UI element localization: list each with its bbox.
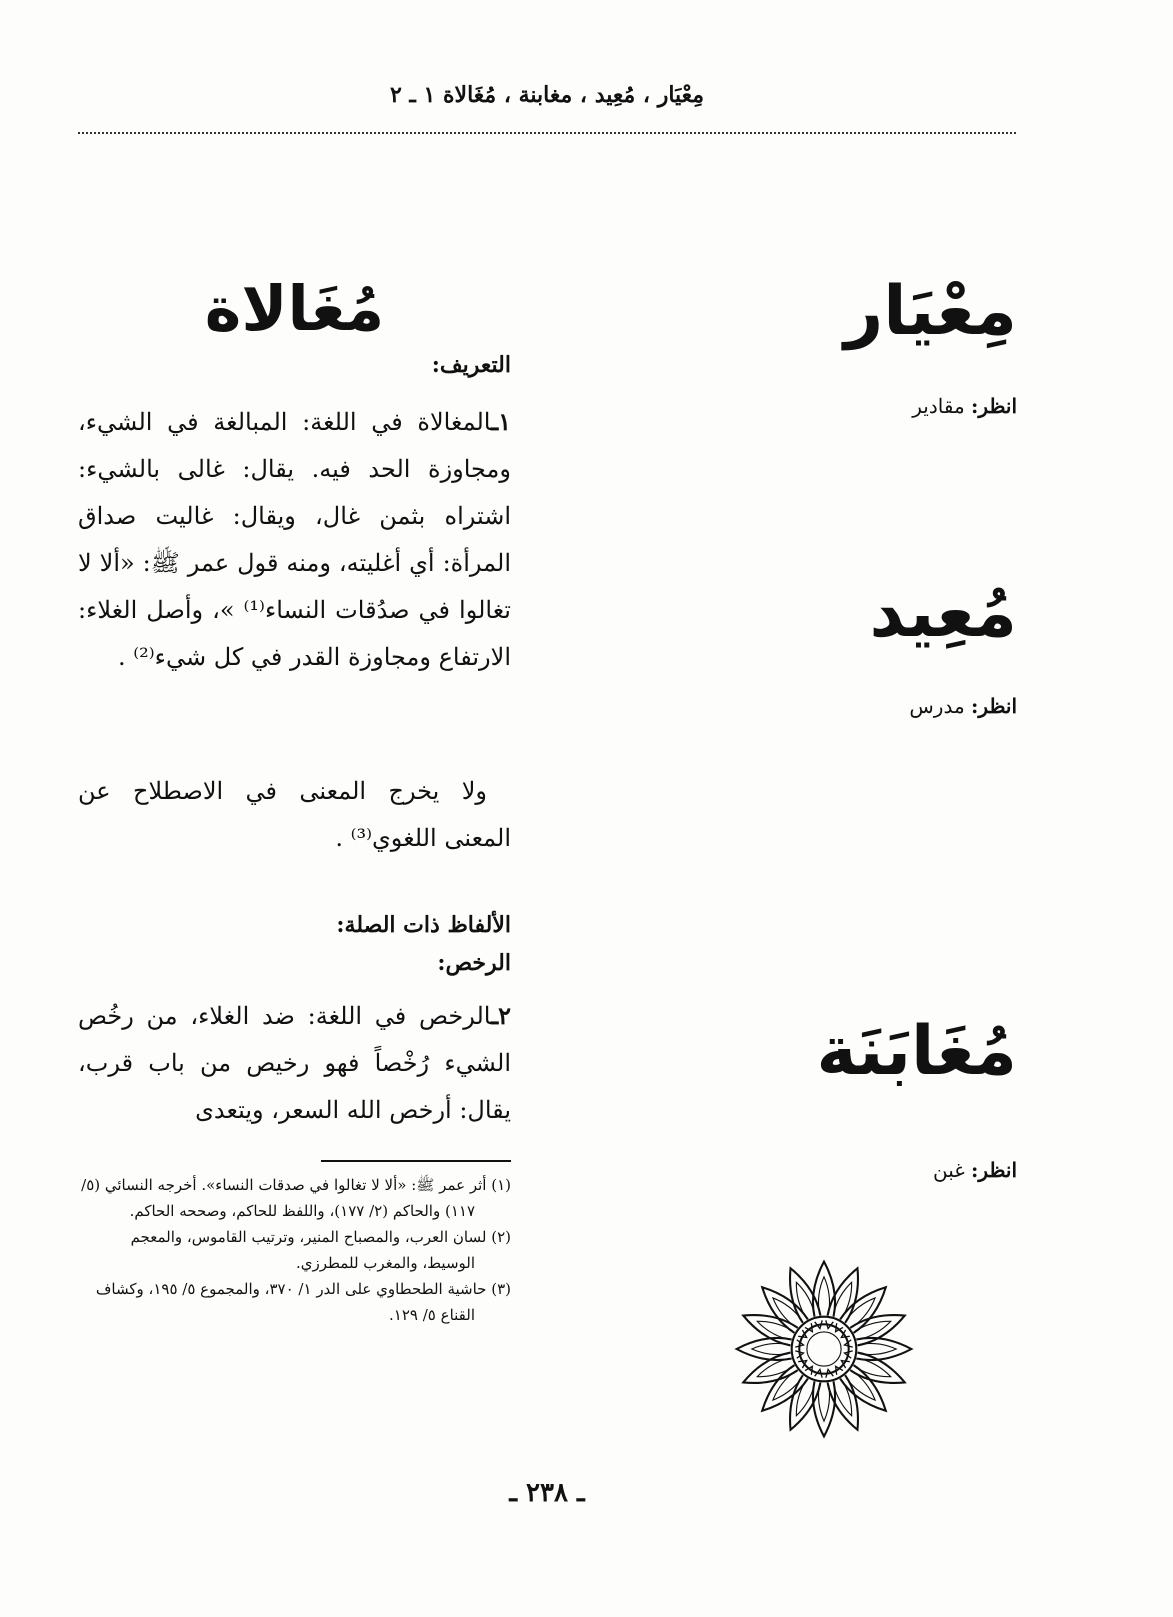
- footnote-2: (٢) لسان العرب، والمصباح المنير، وترتيب القاموس، والمعجم الوسيط، والمغرب للمطرزي.: [130, 1228, 511, 1272]
- related-terms-heading: الألفاظ ذات الصلة:: [336, 912, 511, 938]
- see-target-link[interactable]: غبن: [932, 1158, 965, 1182]
- footnote-divider: [321, 1160, 511, 1162]
- see-also-muid: [909, 694, 1017, 718]
- entry-title-muid: مُعِيد: [869, 574, 1017, 653]
- footnotes: [78, 1172, 511, 1328]
- arabesque-star-ornament-icon: [729, 1254, 919, 1444]
- entry-title-mughabana: مُغَابَنَة: [816, 1012, 1017, 1091]
- see-label: انظر:: [971, 1158, 1017, 1182]
- page-number: ـ ٢٣٨ ـ: [509, 1478, 585, 1508]
- footnote-1: (١) أثر عمر ﷺ: «ألا لا تغالوا في صدقات النساء». أخرجه النسائي (٥/ ١١٧) والحاكم (٢/ ١٧٧)، واللفظ للحاكم، وصححه الحاكم.: [81, 1176, 511, 1220]
- definition-heading: التعريف:: [431, 352, 511, 378]
- see-also-mughabana: [933, 1158, 1017, 1182]
- see-target-link[interactable]: مقادير: [912, 394, 965, 418]
- entry-title-mughalat: مُغَالاة: [204, 272, 385, 345]
- running-header: مِعْيَار ، مُعِيد ، مغابنة ، مُغَالاة ١ ـ ٢: [389, 82, 705, 108]
- footnote-3: (٣) حاشية الطحطاوي على الدر ١/ ٣٧٠، والمجموع ٥/ ١٩٥، وكشاف القناع ٥/ ١٢٩.: [95, 1280, 511, 1324]
- subheading-rukhs: الرخص:: [437, 950, 511, 976]
- header-dotted-rule: [78, 132, 1016, 134]
- rukhs-paragraph: [78, 992, 511, 1134]
- definition-paragraph: [78, 398, 511, 681]
- see-label: انظر:: [971, 694, 1017, 718]
- paragraph-text: المغالاة في اللغة: المبالغة في الشيء، ومجاوزة الحد فيه. يقال: غالى بالشيء: اشتراه بثمن غال، ويقال: غاليت صداق المرأة: أي أغليته، ومنه قول عمر ﷺ: «ألا لا تغالوا في صدُقات النساء⁽¹⁾ »، وأصل الغلاء: الارتفاع ومجاوزة القدر في كل شيء⁽²⁾ .: [78, 408, 511, 671]
- entry-title-miyar: مِعْيَار: [844, 272, 1017, 351]
- terminology-paragraph: ولا يخرج المعنى في الاصطلاح عن المعنى اللغوي⁽³⁾ .: [78, 777, 511, 852]
- see-also-miyar: [912, 394, 1017, 418]
- paragraph-text: الرخص في اللغة: ضد الغلاء، من رخُص الشيء رُخْصاً فهو رخيص من باب قرب، يقال: أرخص الله السعر، ويتعدى: [78, 1002, 511, 1124]
- right-column: [745, 150, 1017, 1450]
- paragraph-number: ١ـ: [491, 407, 511, 436]
- see-target-link[interactable]: مدرس: [909, 694, 965, 718]
- left-column: [78, 150, 511, 1450]
- see-label: انظر:: [971, 394, 1017, 418]
- paragraph-number: ٢ـ: [491, 1001, 511, 1030]
